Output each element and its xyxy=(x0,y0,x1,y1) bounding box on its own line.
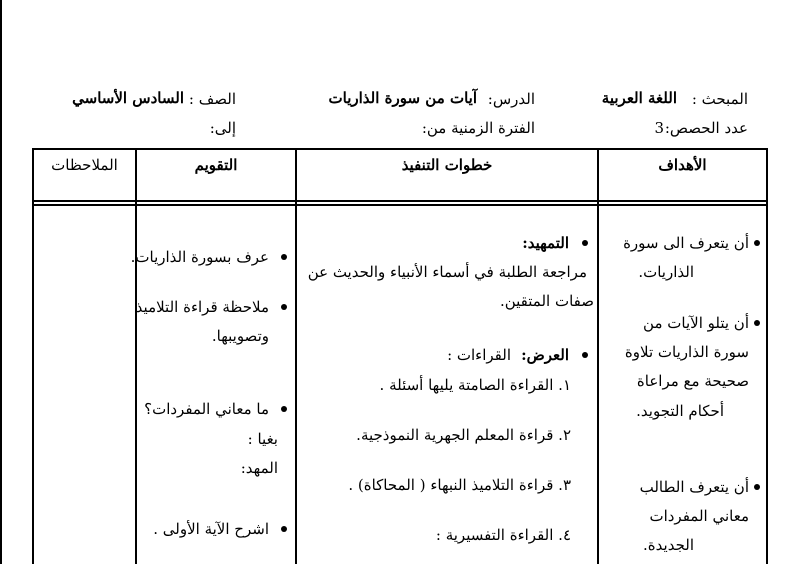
evaluation-3-word-2: المهد: xyxy=(240,459,278,477)
evaluation-3: ما معاني المفردات؟ xyxy=(144,400,269,418)
objective-3-line-3: الجديدة. xyxy=(643,536,694,554)
time-from-label: الفترة الزمنية من: xyxy=(421,119,535,137)
bullet-icon xyxy=(754,484,760,490)
bullet-icon xyxy=(281,304,287,310)
notes-column-header: الملاحظات xyxy=(33,149,136,201)
steps-column-header: خطوات التنفيذ xyxy=(296,149,598,201)
evaluation-column-header: التقويم xyxy=(136,149,296,201)
table-body-row xyxy=(33,205,767,564)
time-to-label: إلى: xyxy=(209,119,236,137)
bullet-icon xyxy=(582,352,588,358)
bullet-icon xyxy=(754,320,760,326)
bullet-icon xyxy=(281,526,287,532)
intro-line-2: صفات المتقين. xyxy=(499,292,594,310)
objective-1-line-1: أن يتعرف الى سورة xyxy=(623,234,749,252)
bullet-icon xyxy=(582,240,588,246)
reading-step-1: ١. القراءة الصامتة يليها أسئلة . xyxy=(379,376,571,394)
lesson-label: الدرس: xyxy=(487,90,535,108)
lesson-header xyxy=(0,0,797,140)
bullet-icon xyxy=(281,254,287,260)
evaluation-4: اشرح الآية الأولى . xyxy=(153,520,269,538)
steps-cell xyxy=(296,205,598,564)
reading-step-4: ٤. القراءة التفسيرية : xyxy=(435,526,571,544)
evaluation-2-line-2: وتصويبها. xyxy=(211,327,269,345)
objective-2-line-2: سورة الذاريات تلاوة xyxy=(624,343,749,361)
subject-label: المبحث : xyxy=(691,90,748,108)
notes-cell xyxy=(33,205,136,564)
presentation-title: العرض: xyxy=(521,346,569,364)
bullet-icon xyxy=(754,240,760,246)
objective-3-line-2: معاني المفردات xyxy=(649,507,749,525)
lesson-plan-table xyxy=(32,148,768,564)
objective-1-line-2: الذاريات. xyxy=(638,263,694,281)
intro-title: التمهيد: xyxy=(522,234,569,252)
periods-value: 3 xyxy=(654,119,664,137)
reading-step-3: ٣. قراءة التلاميذ النبهاء ( المحاكاة) . xyxy=(348,476,571,494)
evaluation-3-word-1: بغيا : xyxy=(247,430,278,448)
objectives-cell xyxy=(598,205,767,564)
objectives-column-header: الأهداف xyxy=(598,149,767,201)
evaluation-1: عرف بسورة الذاريات. xyxy=(130,248,269,266)
objective-2-line-3: صحيحة مع مراعاة xyxy=(636,372,749,390)
objective-3-line-1: أن يتعرف الطالب xyxy=(639,478,749,496)
subject-value: اللغة العربية xyxy=(601,89,677,107)
intro-line-1: مراجعة الطلبة في أسماء الأنبياء والحديث عن xyxy=(307,263,587,281)
grade-value: السادس الأساسي xyxy=(72,89,184,107)
presentation-subtitle: القراءات : xyxy=(447,346,511,364)
evaluation-cell xyxy=(130,205,296,564)
table-header-row xyxy=(33,149,767,201)
evaluation-2-line-1: ملاحظة قراءة التلاميذ xyxy=(135,298,269,316)
bullet-icon xyxy=(281,406,287,412)
objective-2-line-4: أحكام التجويد. xyxy=(636,402,724,420)
periods-label: عدد الحصص: xyxy=(664,119,748,137)
lesson-value: آيات من سورة الذاريات xyxy=(328,89,477,107)
grade-label: الصف : xyxy=(188,90,236,108)
objective-2-line-1: أن يتلو الآيات من xyxy=(643,314,749,332)
reading-step-2: ٢. قراءة المعلم الجهرية النموذجية. xyxy=(356,426,571,444)
